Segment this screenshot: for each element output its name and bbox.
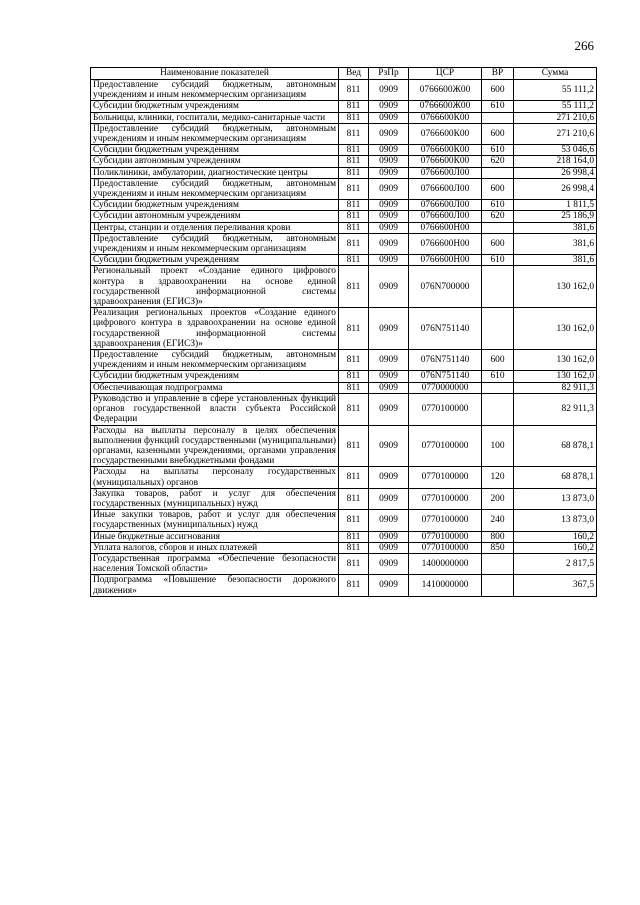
- table-row: [91, 112, 597, 123]
- cell-rzpr: 0909: [369, 308, 409, 350]
- cell-csr: 1410000000: [409, 575, 482, 596]
- cell-ved: 811: [339, 255, 369, 266]
- cell-name: Центры, станции и отделения переливания крови: [91, 222, 339, 233]
- table-row: [91, 510, 597, 531]
- cell-ved: 811: [339, 80, 369, 101]
- cell-name: Субсидии автономным учреждениям: [91, 211, 339, 222]
- cell-rzpr: 0909: [369, 371, 409, 382]
- cell-ved: 811: [339, 467, 369, 488]
- cell-ved: 811: [339, 145, 369, 156]
- cell-vr: 200: [482, 488, 514, 509]
- cell-ved: 811: [339, 393, 369, 425]
- cell-sum: 26 998,4: [514, 178, 597, 199]
- cell-sum: 271 210,6: [514, 123, 597, 144]
- cell-name: Предоставление субсидий бюджетным, автономным учреждениям и иным некоммерческим организациям: [91, 178, 339, 199]
- cell-vr: [482, 553, 514, 574]
- budget-table: [90, 67, 597, 597]
- cell-vr: [482, 222, 514, 233]
- cell-name: Предоставление субсидий бюджетным, автономным учреждениям и иным некоммерческим организациям: [91, 233, 339, 254]
- cell-vr: 600: [482, 80, 514, 101]
- cell-ved: 811: [339, 233, 369, 254]
- table-body: [91, 80, 597, 597]
- table-row: [91, 145, 597, 156]
- table-row: [91, 233, 597, 254]
- cell-name: Иные бюджетные ассигнования: [91, 531, 339, 542]
- cell-vr: [482, 308, 514, 350]
- cell-rzpr: 0909: [369, 200, 409, 211]
- cell-sum: 130 162,0: [514, 371, 597, 382]
- cell-ved: 811: [339, 308, 369, 350]
- cell-vr: 610: [482, 371, 514, 382]
- cell-csr: 076N751140: [409, 350, 482, 371]
- cell-name: Уплата налогов, сборов и иных платежей: [91, 542, 339, 553]
- cell-sum: 82 911,3: [514, 393, 597, 425]
- cell-rzpr: 0909: [369, 531, 409, 542]
- cell-sum: 381,6: [514, 255, 597, 266]
- cell-ved: 811: [339, 167, 369, 178]
- cell-rzpr: 0909: [369, 510, 409, 531]
- cell-sum: 271 210,6: [514, 112, 597, 123]
- cell-sum: 130 162,0: [514, 266, 597, 308]
- cell-sum: 367,5: [514, 575, 597, 596]
- cell-csr: 0770100000: [409, 510, 482, 531]
- table-row: [91, 553, 597, 574]
- table-row: [91, 308, 597, 350]
- table-row: [91, 222, 597, 233]
- table-row: [91, 156, 597, 167]
- table-row: [91, 211, 597, 222]
- cell-ved: 811: [339, 156, 369, 167]
- cell-sum: 160,2: [514, 542, 597, 553]
- cell-rzpr: 0909: [369, 542, 409, 553]
- table-row: [91, 425, 597, 467]
- cell-sum: 13 873,0: [514, 488, 597, 509]
- table-row: [91, 200, 597, 211]
- table-row: [91, 488, 597, 509]
- cell-csr: 0766600Л00: [409, 211, 482, 222]
- cell-name: Субсидии автономным учреждениям: [91, 156, 339, 167]
- header-ved: Вед: [339, 68, 369, 80]
- cell-sum: 55 111,2: [514, 80, 597, 101]
- cell-vr: [482, 382, 514, 393]
- cell-vr: 800: [482, 531, 514, 542]
- cell-vr: [482, 112, 514, 123]
- cell-name: Предоставление субсидий бюджетным, автономным учреждениям и иным некоммерческим организациям: [91, 123, 339, 144]
- cell-name: Расходы на выплаты персоналу в целях обеспечения выполнения функций государственными (муниципальными) органами, казенными учреждениями, органами управления государственными внебюджетными фондами: [91, 425, 339, 467]
- table-header-row: [91, 68, 597, 80]
- page-number: 266: [574, 38, 594, 53]
- cell-rzpr: 0909: [369, 123, 409, 144]
- cell-vr: [482, 575, 514, 596]
- cell-sum: 381,6: [514, 233, 597, 254]
- table-row: [91, 575, 597, 596]
- cell-csr: 0766600Ж00: [409, 80, 482, 101]
- cell-csr: 076N700000: [409, 266, 482, 308]
- table-row: [91, 531, 597, 542]
- cell-rzpr: 0909: [369, 425, 409, 467]
- cell-vr: 600: [482, 350, 514, 371]
- cell-sum: 1 811,5: [514, 200, 597, 211]
- table-row: [91, 382, 597, 393]
- cell-rzpr: 0909: [369, 467, 409, 488]
- cell-sum: 130 162,0: [514, 350, 597, 371]
- cell-sum: 55 111,2: [514, 101, 597, 112]
- table-row: [91, 178, 597, 199]
- cell-name: Реализация региональных проектов «Создание единого цифрового контура в здравоохранении на основе единой государственной информационной системы здравоохранения (ЕГИСЗ)»: [91, 308, 339, 350]
- cell-vr: 240: [482, 510, 514, 531]
- cell-vr: 610: [482, 145, 514, 156]
- table-row: [91, 123, 597, 144]
- cell-name: Обеспечивающая подпрограмма: [91, 382, 339, 393]
- cell-ved: 811: [339, 266, 369, 308]
- table-row: [91, 167, 597, 178]
- header-csr: ЦСР: [409, 68, 482, 80]
- header-vr: ВР: [482, 68, 514, 80]
- table-row: [91, 80, 597, 101]
- cell-csr: 0766600Н00: [409, 222, 482, 233]
- cell-csr: 076N751140: [409, 308, 482, 350]
- cell-rzpr: 0909: [369, 112, 409, 123]
- cell-ved: 811: [339, 542, 369, 553]
- cell-ved: 811: [339, 425, 369, 467]
- cell-sum: 218 164,0: [514, 156, 597, 167]
- cell-rzpr: 0909: [369, 145, 409, 156]
- cell-vr: 600: [482, 178, 514, 199]
- cell-rzpr: 0909: [369, 393, 409, 425]
- cell-sum: 381,6: [514, 222, 597, 233]
- header-name: Наименование показателей: [91, 68, 339, 80]
- cell-rzpr: 0909: [369, 178, 409, 199]
- cell-vr: 620: [482, 156, 514, 167]
- cell-ved: 811: [339, 350, 369, 371]
- cell-sum: 160,2: [514, 531, 597, 542]
- cell-name: Субсидии бюджетным учреждениям: [91, 255, 339, 266]
- cell-ved: 811: [339, 382, 369, 393]
- cell-name: Руководство и управление в сфере установленных функций органов государственной власти субъекта Российской Федерации: [91, 393, 339, 425]
- cell-ved: 811: [339, 371, 369, 382]
- cell-rzpr: 0909: [369, 255, 409, 266]
- cell-name: Поликлиники, амбулатории, диагностические центры: [91, 167, 339, 178]
- cell-sum: 2 817,5: [514, 553, 597, 574]
- cell-vr: 620: [482, 211, 514, 222]
- cell-ved: 811: [339, 510, 369, 531]
- cell-vr: 100: [482, 425, 514, 467]
- table-row: [91, 467, 597, 488]
- cell-ved: 811: [339, 200, 369, 211]
- cell-ved: 811: [339, 488, 369, 509]
- cell-csr: 0766600Л00: [409, 167, 482, 178]
- cell-ved: 811: [339, 211, 369, 222]
- cell-csr: 0766600К00: [409, 112, 482, 123]
- cell-rzpr: 0909: [369, 233, 409, 254]
- table-row: [91, 350, 597, 371]
- cell-name: Предоставление субсидий бюджетным, автономным учреждениям и иным некоммерческим организациям: [91, 80, 339, 101]
- cell-ved: 811: [339, 575, 369, 596]
- cell-csr: 0770100000: [409, 542, 482, 553]
- cell-rzpr: 0909: [369, 222, 409, 233]
- cell-csr: 0770100000: [409, 531, 482, 542]
- cell-name: Субсидии бюджетным учреждениям: [91, 200, 339, 211]
- cell-vr: 610: [482, 101, 514, 112]
- cell-rzpr: 0909: [369, 266, 409, 308]
- cell-rzpr: 0909: [369, 167, 409, 178]
- cell-vr: 610: [482, 255, 514, 266]
- cell-name: Региональный проект «Создание единого цифрового контура в здравоохранении на основе единой государственной информационной системы здравоохранения (ЕГИСЗ)»: [91, 266, 339, 308]
- cell-csr: 0766600Н00: [409, 255, 482, 266]
- cell-ved: 811: [339, 112, 369, 123]
- cell-rzpr: 0909: [369, 211, 409, 222]
- cell-csr: 0770100000: [409, 467, 482, 488]
- cell-sum: 82 911,3: [514, 382, 597, 393]
- cell-rzpr: 0909: [369, 350, 409, 371]
- cell-vr: 600: [482, 233, 514, 254]
- cell-sum: 26 998,4: [514, 167, 597, 178]
- cell-vr: 600: [482, 123, 514, 144]
- cell-name: Субсидии бюджетным учреждениям: [91, 145, 339, 156]
- table-row: [91, 393, 597, 425]
- cell-csr: 0766600Л00: [409, 200, 482, 211]
- cell-sum: 68 878,1: [514, 467, 597, 488]
- cell-vr: [482, 393, 514, 425]
- cell-rzpr: 0909: [369, 553, 409, 574]
- cell-name: Подпрограмма «Повышение безопасности дорожного движения»: [91, 575, 339, 596]
- header-rzpr: РзПр: [369, 68, 409, 80]
- cell-csr: 076N751140: [409, 371, 482, 382]
- cell-rzpr: 0909: [369, 101, 409, 112]
- cell-csr: 0766600Ж00: [409, 101, 482, 112]
- cell-csr: 0766600К00: [409, 123, 482, 144]
- cell-ved: 811: [339, 178, 369, 199]
- header-sum: Сумма: [514, 68, 597, 80]
- cell-csr: 0770100000: [409, 393, 482, 425]
- cell-name: Закупка товаров, работ и услуг для обеспечения государственных (муниципальных) нужд: [91, 488, 339, 509]
- cell-csr: 1400000000: [409, 553, 482, 574]
- cell-name: Субсидии бюджетным учреждениям: [91, 101, 339, 112]
- table-row: [91, 266, 597, 308]
- cell-csr: 0770000000: [409, 382, 482, 393]
- table-row: [91, 101, 597, 112]
- table-row: [91, 542, 597, 553]
- cell-vr: 120: [482, 467, 514, 488]
- cell-rzpr: 0909: [369, 575, 409, 596]
- cell-csr: 0766600Н00: [409, 233, 482, 254]
- cell-sum: 13 873,0: [514, 510, 597, 531]
- cell-name: Субсидии бюджетным учреждениям: [91, 371, 339, 382]
- cell-ved: 811: [339, 531, 369, 542]
- cell-name: Больницы, клиники, госпитали, медико-санитарные части: [91, 112, 339, 123]
- cell-sum: 53 046,6: [514, 145, 597, 156]
- cell-vr: [482, 266, 514, 308]
- cell-rzpr: 0909: [369, 382, 409, 393]
- cell-rzpr: 0909: [369, 80, 409, 101]
- cell-csr: 0766600Л00: [409, 178, 482, 199]
- cell-csr: 0766600К00: [409, 156, 482, 167]
- cell-name: Государственная программа «Обеспечение безопасности населения Томской области»: [91, 553, 339, 574]
- cell-sum: 68 878,1: [514, 425, 597, 467]
- cell-ved: 811: [339, 553, 369, 574]
- cell-csr: 0770100000: [409, 425, 482, 467]
- cell-vr: 610: [482, 200, 514, 211]
- cell-sum: 25 186,9: [514, 211, 597, 222]
- cell-csr: 0770100000: [409, 488, 482, 509]
- cell-rzpr: 0909: [369, 156, 409, 167]
- table-row: [91, 255, 597, 266]
- cell-name: Иные закупки товаров, работ и услуг для обеспечения государственных (муниципальных) нужд: [91, 510, 339, 531]
- cell-csr: 0766600К00: [409, 145, 482, 156]
- cell-vr: 850: [482, 542, 514, 553]
- cell-name: Расходы на выплаты персоналу государственных (муниципальных) органов: [91, 467, 339, 488]
- table-row: [91, 371, 597, 382]
- cell-ved: 811: [339, 101, 369, 112]
- cell-name: Предоставление субсидий бюджетным, автономным учреждениям и иным некоммерческим организациям: [91, 350, 339, 371]
- cell-sum: 130 162,0: [514, 308, 597, 350]
- cell-rzpr: 0909: [369, 488, 409, 509]
- cell-vr: [482, 167, 514, 178]
- cell-ved: 811: [339, 222, 369, 233]
- cell-ved: 811: [339, 123, 369, 144]
